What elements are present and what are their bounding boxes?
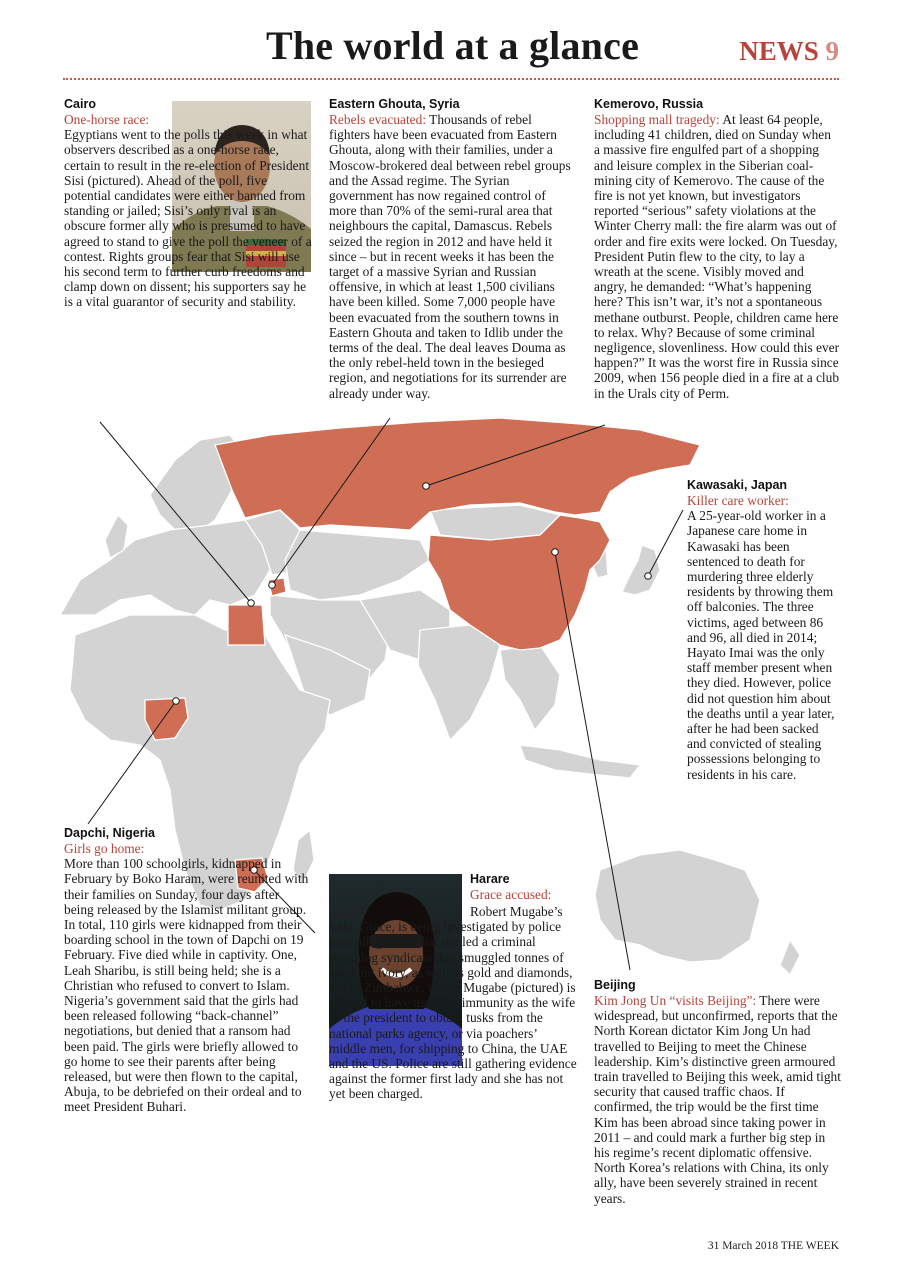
story-headline: Rebels evacuated: — [329, 112, 427, 127]
section-name: NEWS — [739, 36, 819, 66]
story-place: Beijing — [594, 978, 636, 992]
connector-kawasaki — [648, 510, 683, 576]
story-dapchi — [64, 826, 310, 1115]
marker-kemerovo — [423, 483, 430, 490]
page-title: The world at a glance — [265, 23, 640, 68]
map-india — [418, 625, 500, 740]
marker-dapchi — [173, 698, 180, 705]
map-europe — [60, 520, 270, 615]
story-headline: Shopping mall tragedy: — [594, 112, 720, 127]
story-beijing — [594, 978, 841, 1206]
page-footer — [708, 1240, 839, 1252]
story-place: Harare — [470, 872, 510, 886]
story-body: Egyptians went to the polls this week in what observers described as a one-horse race, certain to result in the re-election of President Sisi (pictured). Ahead of the poll, five potential candidates were either banned from standing or jailed; Sisi’s only rival is an obscure former ally who is presumed to have agreed to stand to give the poll the veneer of a contest. Rights groups fear that Sisi will use his second term to further curb freedoms and clamp down on dissent; his supporters say he is a vital guarantor of security and stability. — [64, 127, 312, 310]
map-egypt — [228, 605, 265, 645]
story-body: There were widespread, but unconfirmed, reports that the North Korean dictator Kim Jong Un had travelled to Beijing to meet the Chinese leadership. Kim’s distinctive green armoured train travelled to Beijing this week, amid tight security that caused traffic chaos. If confirmed, the trip would be the first time Kim has been abroad since taking power in 2011 – and could mark a further big step in his regime’s recent diplomatic offensive. North Korea’s relations with China, its only ally, have been severely strained in recent years. — [594, 993, 841, 1206]
story-headline: Killer care worker: — [687, 493, 789, 508]
story-headline: Grace accused: — [470, 887, 552, 902]
marker-cairo — [248, 600, 255, 607]
story-ghouta — [329, 97, 574, 401]
map-japan — [622, 545, 660, 595]
footer-publication: THE WEEK — [780, 1240, 839, 1252]
map-indonesia — [520, 745, 640, 778]
story-harare — [470, 872, 578, 902]
map-new-zealand — [780, 940, 800, 975]
story-place: Kemerovo, Russia — [594, 97, 704, 111]
marker-ghouta — [269, 582, 276, 589]
header-rule — [63, 78, 839, 80]
story-body: Robert Mugabe’s wife, Grace, is being investigated by police over allegations that she led a criminal poaching syndicate that smuggled tonnes of elephant ivory, as well as gold and diamonds, out of Zimbabwe. Grace Mugabe (pictured) is alleged to have used her immunity as the wife of the president to obtain tusks from the national parks agency, or via poachers’ middle men, for shipping to China, the UAE and the US. Police are still gathering evidence against the former first lady and she has not yet been charged. — [329, 904, 577, 1102]
story-harare-body — [329, 904, 577, 1102]
story-body: At least 64 people, including 41 children, died on Sunday when a massive fire engulfed part of a shopping and leisure complex in the Siberian coal-mining city of Kemerovo. The cause of the fire is not yet known, but investigators reported “serious” safety violations at the Winter Cherry mall: the fire alarm was out of order and fire exits were locked. On Tuesday, President Putin flew to the city, to lay a wreath at the scene. Visibly moved and angry, he demanded: “What’s happening here? This isn’t war, it’s not a spontaneous methane outburst. People, children came here to relax. Why? Because of some criminal negligence, slovenliness. How could this ever happen?” It was the worst fire in Russia since 2009, when 156 people died in a fire at a club in the Urals city of Perm. — [594, 112, 840, 401]
story-place: Cairo — [64, 97, 96, 111]
story-place: Kawasaki, Japan — [687, 478, 788, 492]
map-se-asia — [500, 645, 560, 730]
story-place: Dapchi, Nigeria — [64, 826, 155, 840]
story-body: A 25-year-old worker in a Japanese care home in Kawasaki has been sentenced to death for murdering three elderly residents by throwing them off balconies. The three victims, aged between 86 and 96, all died in 2014; Hayato Imai was the only staff member present when they died. However, police did not question him about the deaths until a year later, after he had been sacked and convicted of stealing possessions belonging to residents in his care. — [687, 508, 835, 782]
map-australia — [595, 850, 760, 962]
footer-date: 31 March 2018 — [707, 1240, 779, 1252]
story-headline: Girls go home: — [64, 841, 145, 856]
story-place: Eastern Ghouta, Syria — [329, 97, 460, 111]
story-headline: Kim Jong Un “visits Beijing”: — [594, 993, 757, 1008]
story-headline: One-horse race: — [64, 112, 150, 127]
marker-beijing — [552, 549, 559, 556]
page-number: 9 — [825, 36, 839, 66]
story-kemerovo — [594, 97, 840, 401]
story-kawasaki — [687, 478, 839, 782]
marker-kawasaki — [645, 573, 652, 580]
map-central-asia — [285, 530, 430, 600]
story-body: Thousands of rebel fighters have been evacuated from Eastern Ghouta, along with their families, under a Moscow-brokered deal between rebel groups and the Assad regime. The Syrian government has now regained control of more than 70% of the semi-rural area that neighbours the capital, Damascus. Rebels seized the region in 2012 and have held it since – but in recent weeks it has been the target of a massive Syrian and Russian offensive, in which at least 1,500 civilians have been killed. Some 7,000 people have been evacuated from the southern towns in Eastern Ghouta and taken to Idlib under the terms of the deal. The deal leaves Douma as the only rebel-held town in the besieged region, and negotiations for its surrender are already under way. — [329, 112, 571, 401]
story-cairo — [64, 97, 314, 310]
section-label — [739, 36, 839, 67]
story-body: More than 100 schoolgirls, kidnapped in February by Boko Haram, were reunited with their families on Sunday, four days after being released by the Islamist militant group. In total, 110 girls were kidnapped from their boarding school in the town of Dapchi on 19 February. Five died while in captivity. One, Leah Sharibu, is still being held; she is a Christian who refused to convert to Islam. Nigeria’s government said that the girls had been released following “back-channel” negotiations, but denied that a ransom had been paid. The girls were briefly allowed to go home to see their parents after being released, but were then flown to the capital, Abuja, to be debriefed on their ordeal and to meet President Buhari. — [64, 856, 309, 1115]
